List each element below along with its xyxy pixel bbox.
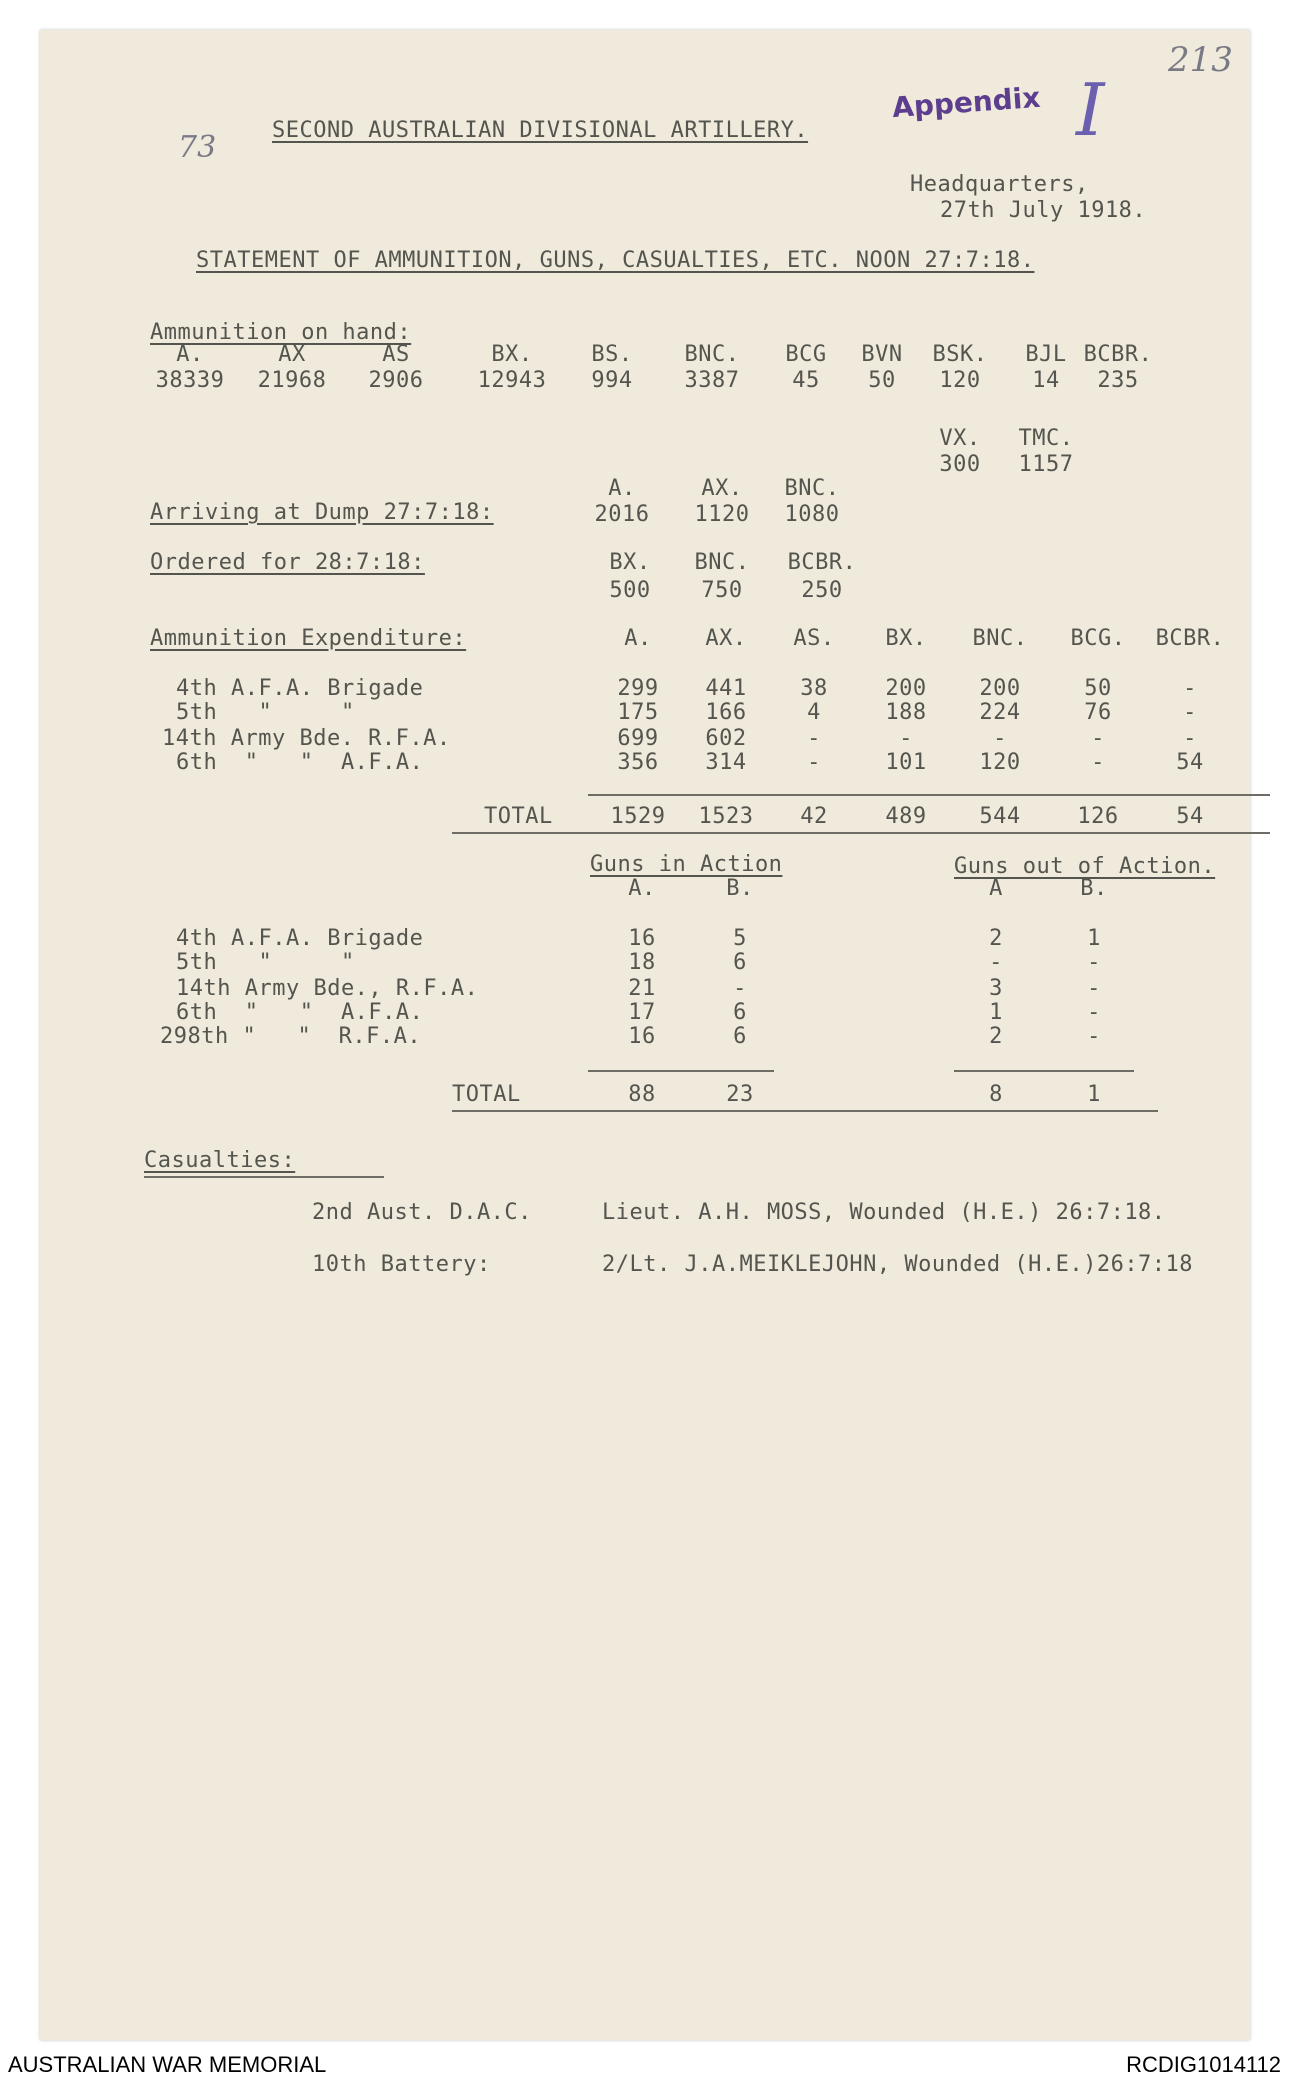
expenditure-column-header: BNC.	[972, 626, 1028, 651]
guns-value: 3	[989, 976, 1003, 1001]
expenditure-value: 188	[885, 700, 927, 725]
guns-value: 2	[989, 926, 1003, 951]
ammo-quantity: 3387	[684, 368, 740, 393]
ordered-code: BX.	[609, 550, 651, 575]
ammo-quantity: 994	[591, 368, 633, 393]
casualty-unit: 2nd Aust. D.A.C.	[312, 1200, 532, 1225]
guns-value: 2	[989, 1024, 1003, 1049]
ordered-code: BNC.	[694, 550, 750, 575]
guns-total-value: 8	[989, 1082, 1003, 1107]
guns-out-subtotal-rule	[954, 1070, 1134, 1072]
ammo-on-hand-label: Ammunition on hand:	[150, 320, 412, 345]
statement-title: STATEMENT OF AMMUNITION, GUNS, CASUALTIES, ETC. NOON 27:7:18.	[196, 248, 1035, 273]
expenditure-total-rule	[452, 832, 1270, 834]
expenditure-value: 200	[885, 676, 927, 701]
expenditure-value: 699	[617, 726, 659, 751]
expenditure-column-header: BCBR.	[1155, 626, 1225, 651]
expenditure-value: 120	[979, 750, 1021, 775]
document-title: SECOND AUSTRALIAN DIVISIONAL ARTILLERY.	[272, 118, 809, 143]
guns-column-header: A	[989, 876, 1003, 901]
ordered-label: Ordered for 28:7:18:	[150, 550, 425, 575]
guns-value: 17	[628, 1000, 656, 1025]
guns-column-header: A.	[628, 876, 656, 901]
ammo-quantity: 2906	[368, 368, 424, 393]
ammo-quantity: 300	[939, 452, 981, 477]
guns-total-value: 1	[1087, 1082, 1101, 1107]
expenditure-column-header: AX.	[705, 626, 747, 651]
expenditure-value: -	[1091, 750, 1105, 775]
guns-value: 1	[1087, 926, 1101, 951]
casualties-underline	[144, 1176, 384, 1178]
expenditure-total-value: 42	[800, 804, 828, 829]
guns-value: -	[1087, 950, 1101, 975]
expenditure-value: 356	[617, 750, 659, 775]
casualty-detail: Lieut. A.H. MOSS, Wounded (H.E.) 26:7:18.	[602, 1200, 1166, 1225]
ordered-code: BCBR.	[787, 550, 857, 575]
guns-value: -	[989, 950, 1003, 975]
guns-value: -	[1087, 976, 1101, 1001]
expenditure-value: -	[807, 750, 821, 775]
arriving-code: BNC.	[784, 476, 840, 501]
casualty-unit: 10th Battery:	[312, 1252, 491, 1277]
expenditure-value: 50	[1084, 676, 1112, 701]
footer-source: AUSTRALIAN WAR MEMORIAL	[8, 2052, 327, 2077]
guns-value: 21	[628, 976, 656, 1001]
arriving-label: Arriving at Dump 27:7:18:	[150, 500, 494, 525]
expenditure-unit: 6th " " A.F.A.	[176, 750, 424, 775]
expenditure-value: 101	[885, 750, 927, 775]
expenditure-value: 441	[705, 676, 747, 701]
guns-unit: 5th " "	[176, 950, 355, 975]
footer-record-id: RCDIG1014112	[1126, 2052, 1281, 2077]
ammo-quantity: 120	[939, 368, 981, 393]
expenditure-column-header: AS.	[793, 626, 835, 651]
ordered-quantity: 750	[701, 578, 743, 603]
expenditure-unit: 14th Army Bde. R.F.A.	[162, 726, 451, 751]
guns-in-action-label: Guns in Action	[590, 852, 783, 877]
handwritten-page-number: 73	[178, 130, 217, 165]
guns-unit: 6th " " A.F.A.	[176, 1000, 424, 1025]
guns-unit: 14th Army Bde., R.F.A.	[176, 976, 479, 1001]
guns-total-label: TOTAL	[452, 1082, 521, 1107]
ammo-quantity: 21968	[257, 368, 327, 393]
guns-value: 18	[628, 950, 656, 975]
arriving-quantity: 2016	[594, 502, 650, 527]
expenditure-column-header: A.	[624, 626, 652, 651]
ammo-code: BNC.	[684, 342, 740, 367]
expenditure-value: -	[993, 726, 1007, 751]
guns-total-value: 88	[628, 1082, 656, 1107]
expenditure-value: 224	[979, 700, 1021, 725]
guns-value: 5	[733, 926, 747, 951]
guns-value: 16	[628, 1024, 656, 1049]
header-location: Headquarters,	[910, 172, 1089, 197]
expenditure-unit: 5th " "	[176, 700, 355, 725]
ammo-quantity: 45	[792, 368, 820, 393]
expenditure-value: 4	[807, 700, 821, 725]
appendix-letter: I	[1076, 68, 1105, 152]
ammo-quantity: 235	[1097, 368, 1139, 393]
expenditure-column-header: BX.	[885, 626, 927, 651]
ammo-code: BCBR.	[1083, 342, 1153, 367]
ammo-code: AX	[278, 342, 306, 367]
arriving-quantity: 1120	[694, 502, 750, 527]
expenditure-value: -	[899, 726, 913, 751]
arriving-code: A.	[608, 476, 636, 501]
expenditure-total-value: 1523	[698, 804, 754, 829]
ordered-quantity: 250	[801, 578, 843, 603]
ammo-code: A.	[176, 342, 204, 367]
expenditure-value: 602	[705, 726, 747, 751]
ammo-quantity: 14	[1032, 368, 1060, 393]
expenditure-subtotal-rule	[588, 794, 1270, 796]
guns-unit: 4th A.F.A. Brigade	[176, 926, 424, 951]
guns-column-header: B.	[1080, 876, 1108, 901]
ammo-code: BX.	[491, 342, 533, 367]
expenditure-value: -	[807, 726, 821, 751]
expenditure-value: -	[1183, 726, 1197, 751]
arriving-quantity: 1080	[784, 502, 840, 527]
expenditure-value: 76	[1084, 700, 1112, 725]
expenditure-total-label: TOTAL	[484, 804, 553, 829]
ammo-quantity: 38339	[155, 368, 225, 393]
arriving-code: AX.	[701, 476, 743, 501]
expenditure-value: -	[1183, 700, 1197, 725]
guns-out-of-action-label: Guns out of Action.	[954, 854, 1216, 879]
expenditure-value: 200	[979, 676, 1021, 701]
expenditure-column-header: BCG.	[1070, 626, 1126, 651]
guns-total-value: 23	[726, 1082, 754, 1107]
guns-unit: 298th " " R.F.A.	[160, 1024, 422, 1049]
guns-value: 16	[628, 926, 656, 951]
guns-value: -	[1087, 1000, 1101, 1025]
guns-column-header: B.	[726, 876, 754, 901]
ammo-code: TMC.	[1018, 426, 1074, 451]
guns-value: -	[733, 976, 747, 1001]
expenditure-value: 175	[617, 700, 659, 725]
ammo-quantity: 50	[868, 368, 896, 393]
casualties-label: Casualties:	[144, 1148, 296, 1173]
guns-value: 6	[733, 1000, 747, 1025]
guns-value: 6	[733, 950, 747, 975]
ammo-quantity: 12943	[477, 368, 547, 393]
expenditure-value: 54	[1176, 750, 1204, 775]
expenditure-value: 299	[617, 676, 659, 701]
casualty-detail: 2/Lt. J.A.MEIKLEJOHN, Wounded (H.E.)26:7:18	[602, 1252, 1194, 1277]
expenditure-total-value: 544	[979, 804, 1021, 829]
expenditure-value: 314	[705, 750, 747, 775]
ammo-code: AS	[382, 342, 410, 367]
expenditure-unit: 4th A.F.A. Brigade	[176, 676, 424, 701]
expenditure-value: 166	[705, 700, 747, 725]
expenditure-total-value: 489	[885, 804, 927, 829]
ammo-code: BSK.	[932, 342, 988, 367]
expenditure-total-value: 1529	[610, 804, 666, 829]
expenditure-value: 38	[800, 676, 828, 701]
guns-value: 1	[989, 1000, 1003, 1025]
expenditure-value: -	[1183, 676, 1197, 701]
guns-value: -	[1087, 1024, 1101, 1049]
expenditure-total-value: 126	[1077, 804, 1119, 829]
expenditure-total-value: 54	[1176, 804, 1204, 829]
ammo-code: BJL	[1025, 342, 1067, 367]
expenditure-value: -	[1091, 726, 1105, 751]
header-date: 27th July 1918.	[940, 198, 1147, 223]
appendix-stamp: Appendix	[891, 80, 1042, 125]
guns-in-subtotal-rule	[588, 1070, 774, 1072]
guns-value: 6	[733, 1024, 747, 1049]
ammo-code: BVN	[861, 342, 903, 367]
ammo-quantity: 1157	[1018, 452, 1074, 477]
expenditure-label: Ammunition Expenditure:	[150, 626, 467, 651]
ammo-code: BS.	[591, 342, 633, 367]
guns-total-rule	[452, 1110, 1158, 1112]
folio-number: 213	[1168, 40, 1233, 80]
ammo-code: BCG	[785, 342, 827, 367]
document-page	[40, 30, 1250, 2040]
ordered-quantity: 500	[609, 578, 651, 603]
ammo-code: VX.	[939, 426, 981, 451]
